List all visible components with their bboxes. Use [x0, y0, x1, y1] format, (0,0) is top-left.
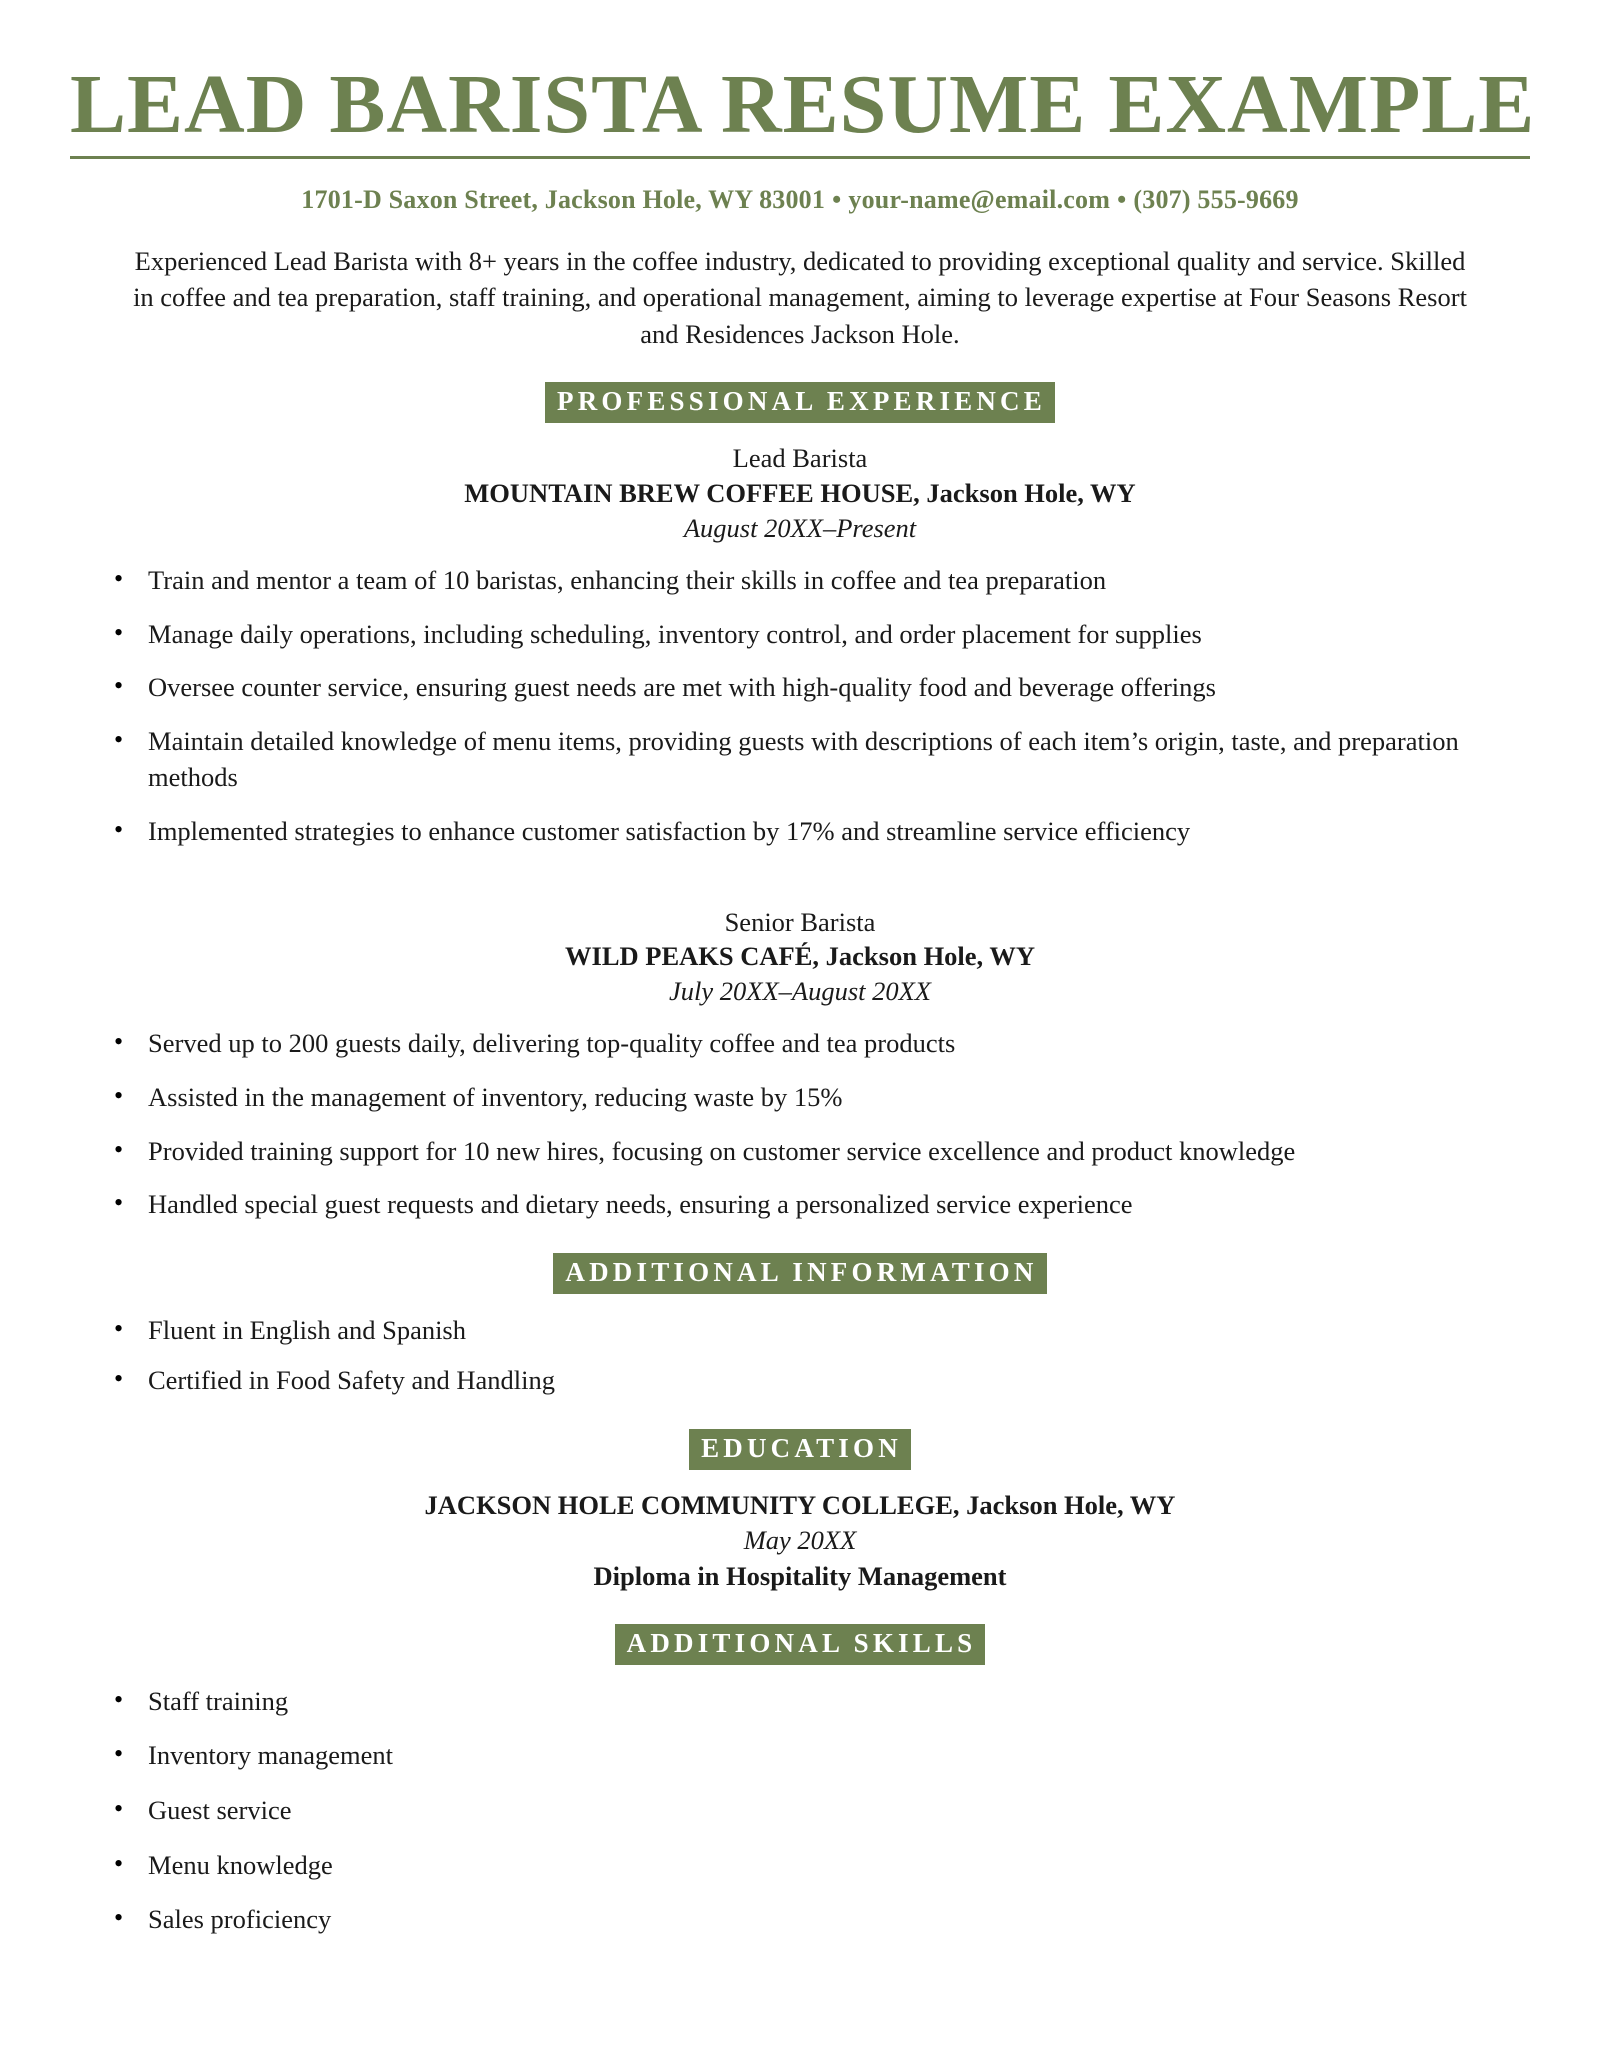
section-header-education: [70, 1429, 1530, 1470]
section-header-label: ADDITIONAL SKILLS: [615, 1624, 986, 1665]
degree-title: Diploma in Hospitality Management: [593, 1560, 1007, 1591]
contact-address: 1701-D Saxon Street, Jackson Hole, WY 83001: [301, 184, 826, 214]
contact-phone: (307) 555-9669: [1133, 184, 1299, 214]
job-title: Senior Barista: [724, 906, 876, 937]
contact-line: [70, 185, 1530, 215]
list-item: • Handled special guest requests and dietary needs, ensuring a personalized service experience: [70, 1186, 1530, 1223]
list-item: • Assisted in the management of inventory, reducing waste by 15%: [70, 1079, 1530, 1116]
professional-summary: Experienced Lead Barista with 8+ years in the coffee industry, dedicated to providing exceptional quality and service. Skilled in coffee and tea preparation, staff training, and operational management, aiming to leverage expertise at Four Seasons Resort and Residences Jackson Hole.: [133, 245, 1467, 349]
list-item: • Guest service: [70, 1792, 1530, 1829]
list-item: • Served up to 200 guests daily, delivering top-quality coffee and tea products: [70, 1025, 1530, 1062]
contact-separator-2: •: [1117, 184, 1127, 214]
experience-bullet-list: [70, 1025, 1530, 1222]
section-header-label: EDUCATION: [689, 1429, 911, 1470]
list-item: • Implemented strategies to enhance customer satisfaction by 17% and streamline service efficiency: [70, 813, 1530, 850]
list-item: • Inventory management: [70, 1737, 1530, 1774]
experience-entry: [70, 441, 1530, 546]
additional-skills-list: [70, 1683, 1530, 1938]
page-title: LEAD BARISTA RESUME EXAMPLE: [70, 58, 1536, 151]
employer-and-location: WILD PEAKS CAFÉ, Jackson Hole, WY: [565, 941, 1035, 972]
section-header-label: PROFESSIONAL EXPERIENCE: [545, 382, 1055, 423]
section-header-additional-information: [70, 1253, 1530, 1294]
list-item: • Staff training: [70, 1683, 1530, 1720]
section-header-label: ADDITIONAL INFORMATION: [553, 1253, 1046, 1294]
experience-bullet-list: [70, 562, 1530, 849]
employer-and-location: MOUNTAIN BREW COFFEE HOUSE, Jackson Hole, WY: [464, 478, 1136, 509]
list-item: • Certified in Food Safety and Handling: [70, 1362, 1530, 1399]
list-item: • Maintain detailed knowledge of menu items, providing guests with descriptions of each item’s origin, taste, and preparation methods: [70, 723, 1530, 796]
list-item: • Oversee counter service, ensuring guest needs are met with high-quality food and beverage offerings: [70, 669, 1530, 706]
employment-dates: August 20XX–Present: [683, 513, 917, 544]
list-item: • Fluent in English and Spanish: [70, 1312, 1530, 1349]
employment-dates: July 20XX–August 20XX: [669, 976, 931, 1007]
list-item: • Sales proficiency: [70, 1901, 1530, 1938]
list-item: • Manage daily operations, including scheduling, inventory control, and order placement for supplies: [70, 616, 1530, 653]
education-entry: [70, 1488, 1530, 1595]
graduation-date: May 20XX: [743, 1525, 857, 1555]
header-divider: [70, 156, 1530, 159]
job-title: Lead Barista: [732, 443, 868, 474]
additional-information-list: [70, 1312, 1530, 1399]
contact-email[interactable]: your-name@email.com: [848, 184, 1111, 214]
entry-spacer: [70, 867, 1530, 905]
school-and-location: JACKSON HOLE COMMUNITY COLLEGE, Jackson Hole, WY: [424, 1489, 1176, 1520]
list-item: • Train and mentor a team of 10 baristas, enhancing their skills in coffee and tea preparation: [70, 562, 1530, 599]
section-header-professional-experience: [70, 382, 1530, 423]
contact-separator-1: •: [832, 184, 842, 214]
experience-entry: [70, 905, 1530, 1010]
list-item: • Provided training support for 10 new hires, focusing on customer service excellence and product knowledge: [70, 1133, 1530, 1170]
list-item: • Menu knowledge: [70, 1847, 1530, 1884]
section-header-additional-skills: [70, 1624, 1530, 1665]
